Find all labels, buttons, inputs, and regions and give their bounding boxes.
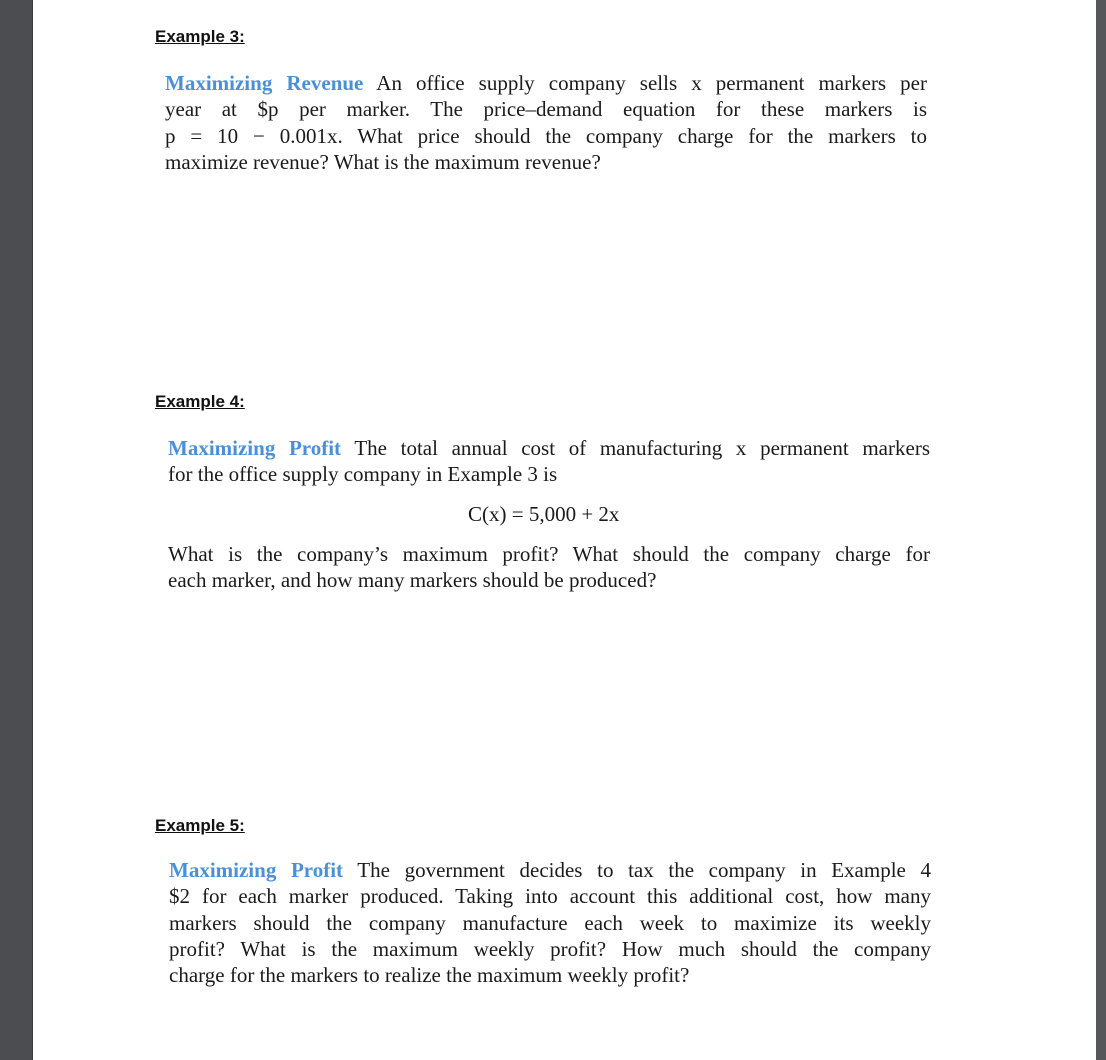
example-4-line-1: Maximizing Profit The total annual cost of manufacturing x permanent markers bbox=[168, 436, 930, 460]
example-4-question bbox=[168, 541, 930, 594]
example-5-line-2: $2 for each marker produced. Taking into account this additional cost, how many bbox=[169, 884, 931, 909]
document-page bbox=[32, 0, 1097, 1060]
example-5-line-1: Maximizing Profit The government decides to tax the company in Example 4 bbox=[169, 858, 931, 882]
cost-equation: C(x) = 5,000 + 2x bbox=[468, 502, 620, 526]
example-3-line-2: year at $p per marker. The price–demand equation for these markers is bbox=[165, 97, 927, 122]
example-3-heading: Example 3: bbox=[155, 27, 245, 46]
example-4-question-line-1: What is the company’s maximum profit? What should the company charge for bbox=[168, 542, 930, 566]
example-5-text bbox=[169, 857, 931, 988]
example-5-line-4: profit? What is the maximum weekly profit? How much should the company bbox=[169, 936, 931, 961]
example-3-text bbox=[165, 70, 927, 175]
example-5-line-3: markers should the company manufacture each week to maximize its weekly bbox=[169, 910, 931, 935]
example-4-lead: Maximizing Profit bbox=[168, 436, 342, 460]
example-3-line-3: p = 10 − 0.001x. What price should the company charge for the markers to bbox=[165, 123, 927, 148]
example-5-lead: Maximizing Profit bbox=[169, 858, 344, 882]
example-4-heading: Example 4: bbox=[155, 392, 245, 411]
viewer-background-edge bbox=[1096, 0, 1106, 1060]
example-3-lead: Maximizing Revenue bbox=[165, 71, 364, 95]
example-4-text bbox=[168, 435, 930, 488]
example-3-line-4: maximize revenue? What is the maximum revenue? bbox=[165, 149, 601, 174]
example-3-line-1: Maximizing Revenue An office supply company sells x permanent markers per bbox=[165, 71, 927, 95]
example-4-question-line-2: each marker, and how many markers should be produced? bbox=[168, 568, 657, 593]
example-4-line-2: for the office supply company in Example 3 is bbox=[168, 462, 558, 487]
example-5-line-5: charge for the markers to realize the maximum weekly profit? bbox=[169, 963, 690, 988]
example-5-heading: Example 5: bbox=[155, 816, 245, 835]
